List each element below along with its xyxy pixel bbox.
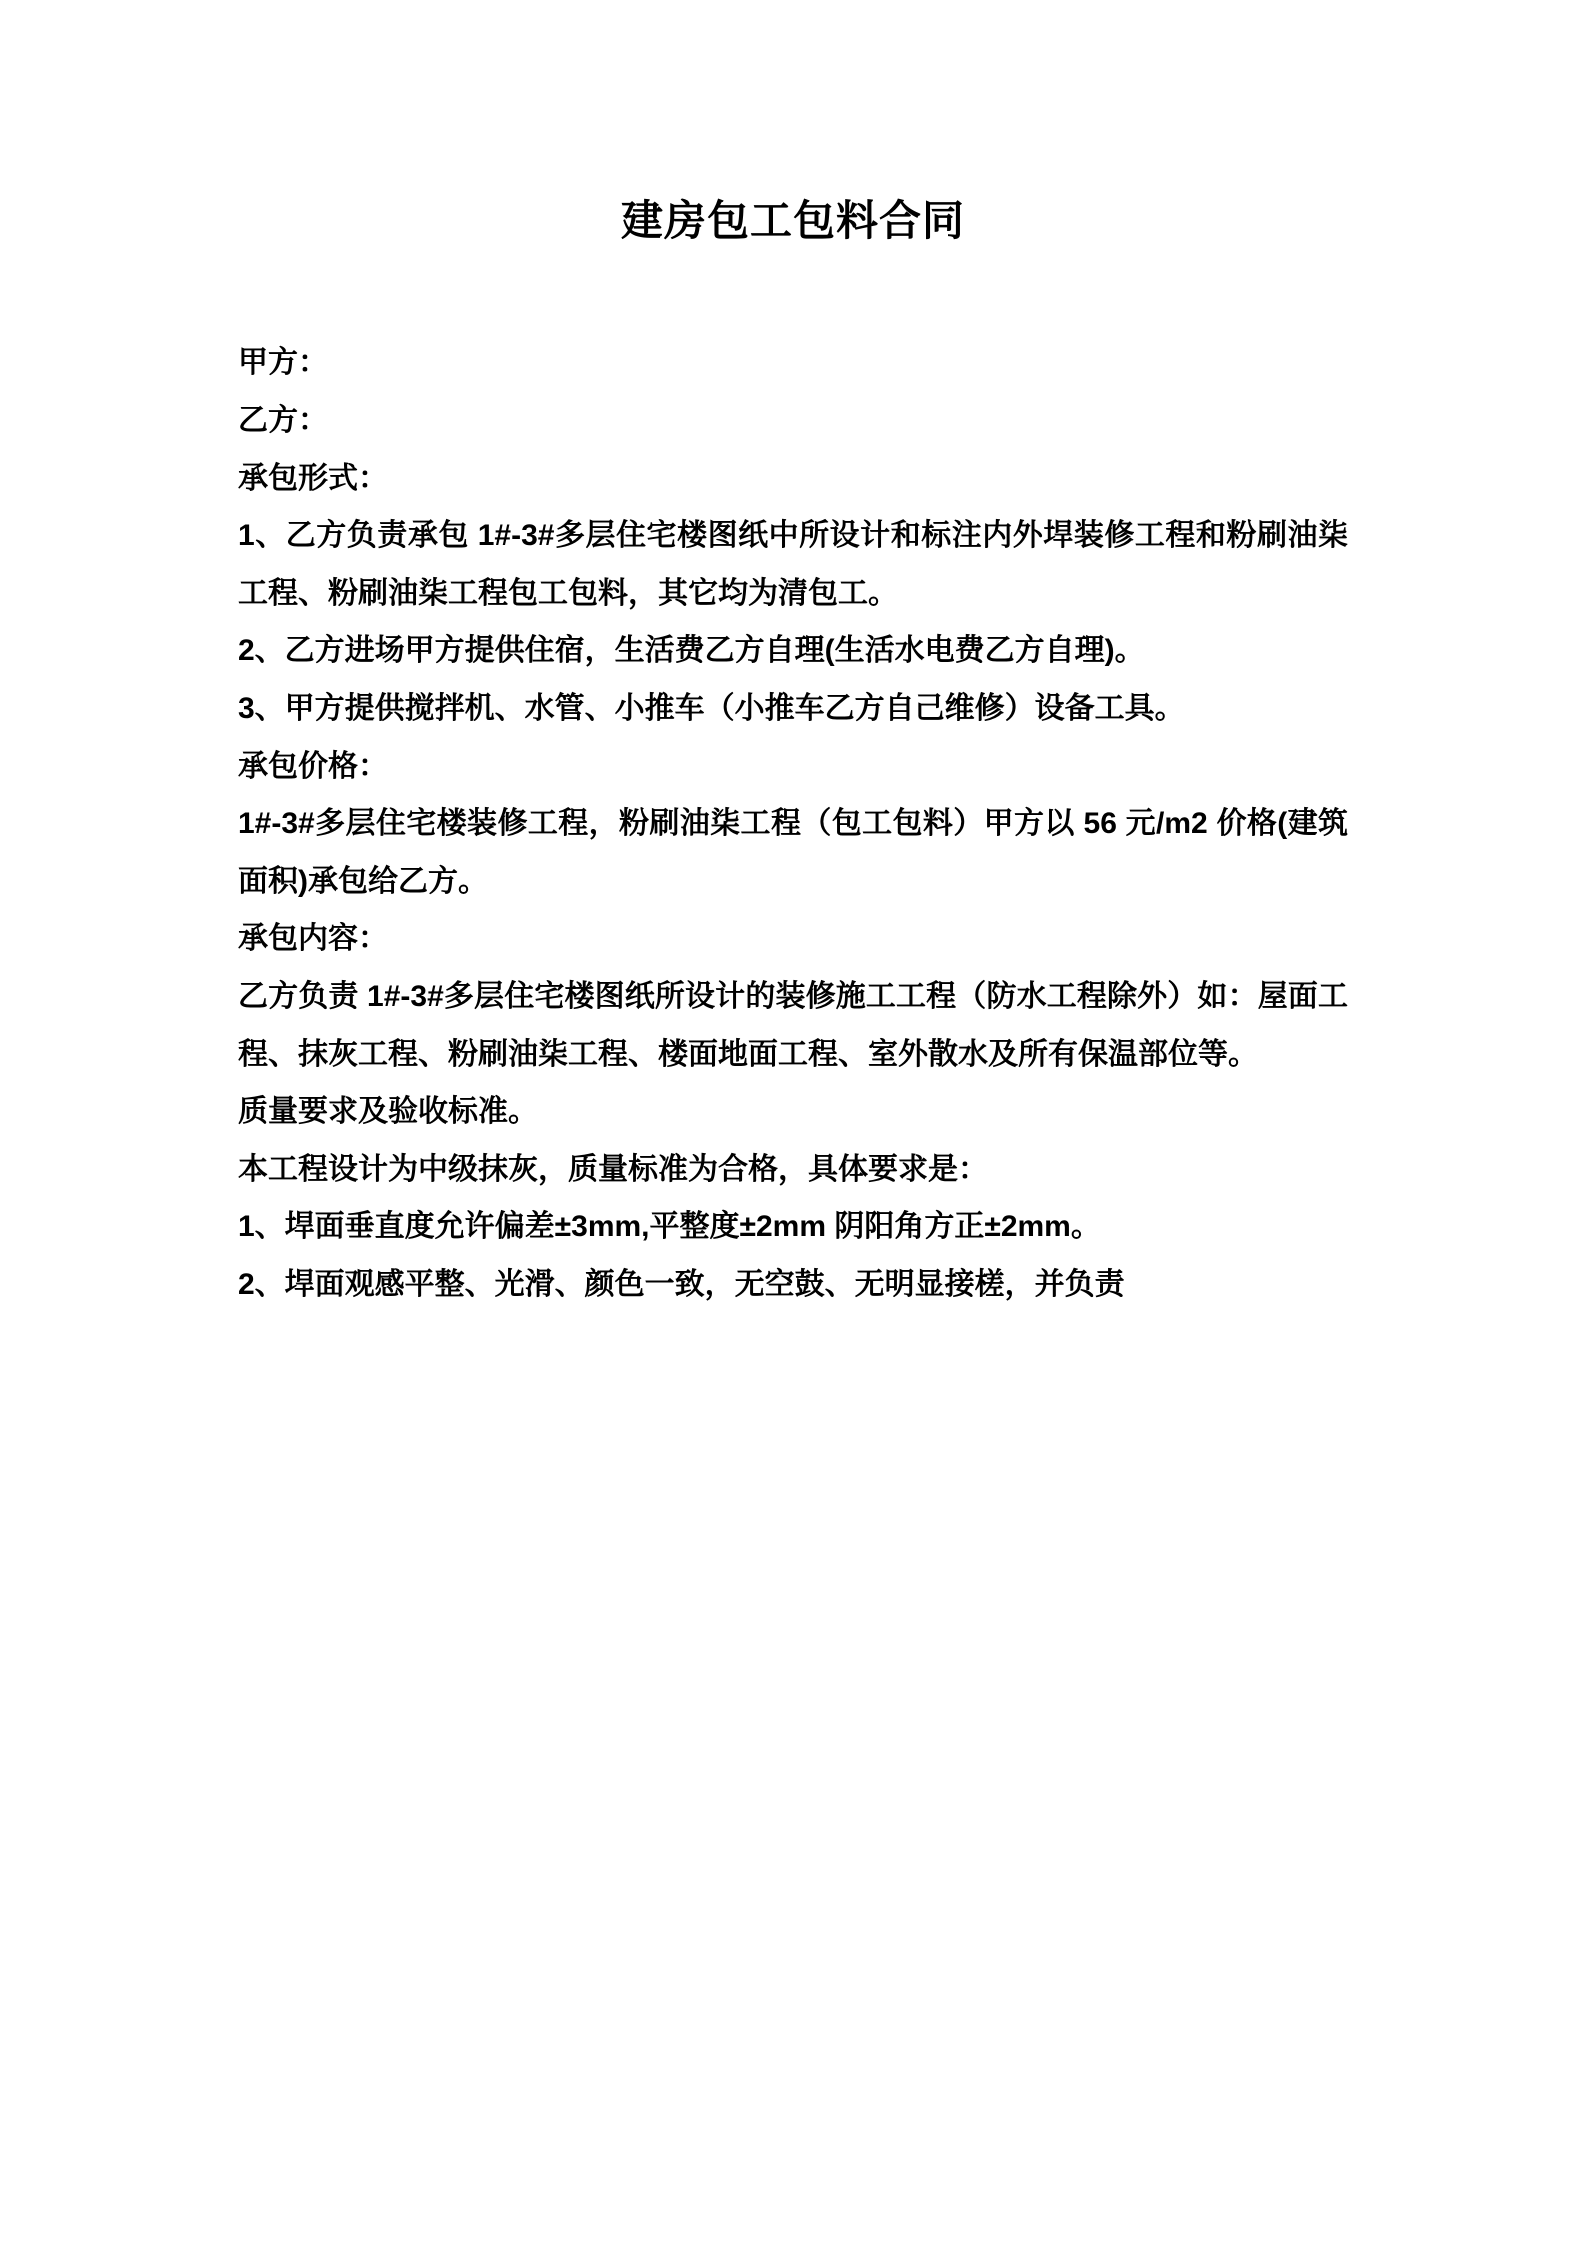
paragraph-scope-detail: 乙方负责 1#-3#多层住宅楼图纸所设计的装修施工工程（防水工程除外）如：屋面工程、抹灰工程、粉刷油柒工程、楼面地面工程、室外散水及所有保温部位等。	[238, 979, 1348, 1071]
paragraph-quality-item-1: 1、垾面垂直度允许偏差±3mm,平整度±2mm 阴阳角方正±2mm。	[238, 1210, 1101, 1244]
paragraph-quality-standard: 本工程设计为中级抹灰，质量标准为合格，具体要求是：	[238, 1152, 988, 1186]
paragraph-item-3: 3、甲方提供搅拌机、水管、小推车（小推车乙方自己维修）设备工具。	[238, 691, 1185, 725]
paragraph-item-1: 1、乙方负责承包 1#-3#多层住宅楼图纸中所设计和标注内外垾装修工程和粉刷油柒工程、粉刷油柒工程包工包料，其它均为清包工。	[238, 519, 1348, 610]
paragraph-quality-item-2: 2、垾面观感平整、光滑、颜色一致，无空鼓、无明显接槎，并负责	[238, 1267, 1125, 1301]
section-heading-quality: 质量要求及验收标准。	[238, 1095, 538, 1129]
paragraph-party-b: 乙方：	[238, 403, 328, 437]
paragraph-item-2: 2、乙方进场甲方提供住宿，生活费乙方自理(生活水电费乙方自理)。	[238, 634, 1145, 668]
section-heading-contract-form: 承包形式：	[238, 461, 388, 495]
page-title: 建房包工包料合同	[620, 197, 965, 244]
paragraph-price-detail: 1#-3#多层住宅楼装修工程，粉刷油柒工程（包工包料）甲方以 56 元/m2 价格(建筑面积)承包给乙方。	[238, 807, 1348, 898]
section-heading-contract-price: 承包价格：	[238, 749, 388, 783]
paragraph-party-a: 甲方：	[238, 346, 328, 380]
section-heading-contract-scope: 承包内容：	[238, 922, 388, 956]
document-body	[238, 334, 1348, 1313]
